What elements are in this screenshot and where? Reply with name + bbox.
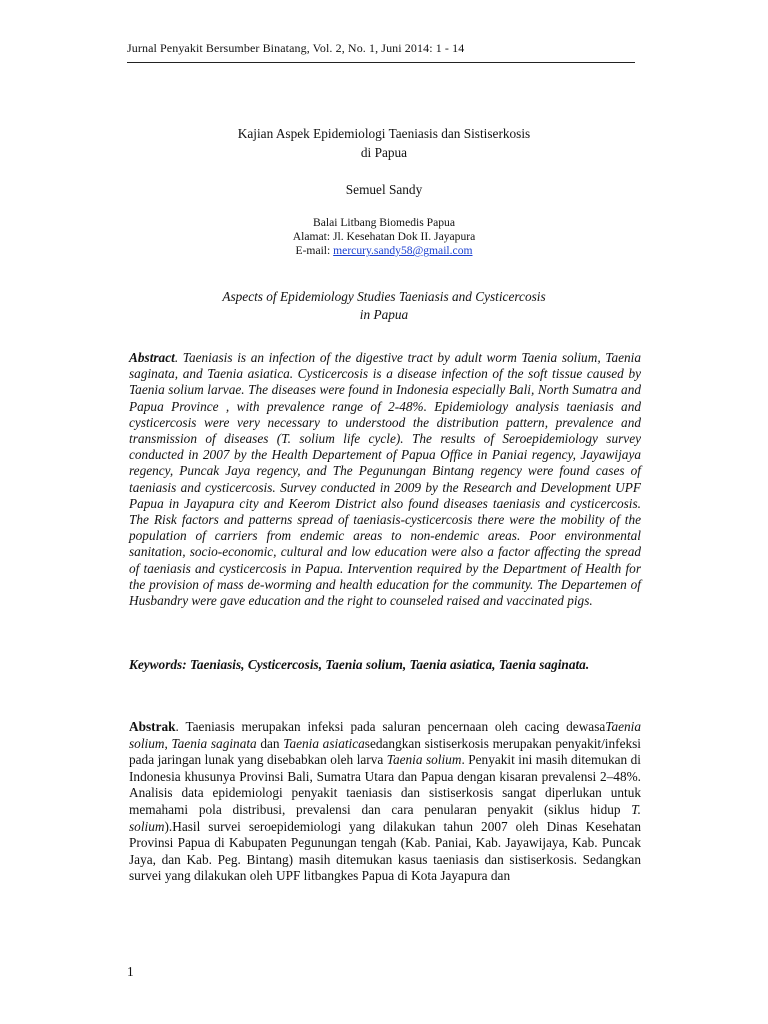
email-line [127, 244, 641, 258]
header-rule [127, 62, 635, 63]
species-taenia-solium-2: Taenia solium [386, 752, 462, 768]
abstrak-label: Abstrak [129, 719, 176, 734]
abstrak-dan: dan [256, 735, 284, 751]
keywords: Keywords: Taeniasis, Cysticercosis, Taenia solium, Taenia asiatica, Taenia saginata. [129, 657, 590, 672]
abstrak-text-2: sedangkan sistiserkosis merupakan penyakit/infeksi pada jaringan lunak yang disebabkan oleh larva [129, 735, 641, 768]
email-link[interactable]: mercury.sandy58@gmail.com [333, 244, 473, 257]
english-title-line2: in Papua [359, 307, 409, 322]
abstrak-text-1: . Taeniasis merupakan infeksi pada saluran pencernaan oleh cacing dewasa [175, 719, 606, 734]
article-title-line1: Kajian Aspek Epidemiologi Taeniasis dan Sistiserkosis [237, 126, 531, 141]
abstrak-text-4: ).Hasil survei seroepidemiologi yang dilakukan tahun 2007 oleh Dinas Kesehatan Provinsi Papua di Kabupaten Pegunungan tengah (Kab. Paniai, Kab. Jayawijaya, Kab. Puncak Jaya, dan Kab. Peg. Bintang) masih ditemukan kasus taeniasis dan sistiserkosis. Sedangkan survei yang dilakukan oleh UPF litbangkes Papua di Kota Jayapura dan [129, 818, 641, 884]
english-title-line1: Aspects of Epidemiology Studies Taeniasis and Cysticercosis [222, 289, 546, 304]
abstract-text: . Taeniasis is an infection of the digestive tract by adult worm Taenia solium, Taenia saginata, and Taenia asiatica. Cysticercosis is a disease infection of the soft tissue caused by Taenia solium larvae. The diseases were found in Indonesia especially Bali, North Sumatra and Papua Province , with prevalence range of 2-48%. Epidemiology analysis taeniasis and cysticercosis were very necessary to understood the distribution pattern, prevalence and transmission of diseases (T. solium life cycle). The results of Seroepidemiology survey conducted in 2007 by the Health Departement of Papua Office in Paniai regency, Jayawijaya regency, Puncak Jaya regency, and The Pegunungan Bintang regency were found cases of taeniasis and cysticercosis. Survey conducted in 2009 by the Research and Development UPF Papua in Jayapura city and Keerom District also found diseases taeniasis and cysticercosis. The Risk factors and patterns spread of taeniasis-cysticercosis there were the mobility of the population of carriers from endemic areas to non-endemic areas. Poor environmental sanitation, socio-economic, cultural and low education were also a factor affecting the spread of taeniasis and cysticercosis in Papua. Intervention required by the Department of Health for the provision of mass de-worming and health education for the community. The Departemen of Husbandry were gave education and the right to counseled raised and vaccinated pigs. [129, 350, 641, 609]
email-label: E-mail: [295, 244, 334, 257]
abstrak-text-3: . Penyakit ini masih ditemukan di Indonesia khusunya Provinsi Bali, Sumatra Utara dan Papua dengan kisaran prevalensi 2–48%. Analisis data epidemiologi penyakit taeniasis dan sistiserkosis sangat diperlukan untuk memahami pola distribusi, prevalensi dan cara penularan penyakit (siklus hidup [129, 752, 642, 817]
affiliation: Balai Litbang Biomedis Papua [312, 216, 455, 229]
species-taenia-solium: Taenia solium [129, 719, 641, 751]
article-title [127, 124, 641, 162]
running-header: Jurnal Penyakit Bersumber Binatang, Vol. 2, No. 1, Juni 2014: 1 - 14 [127, 41, 465, 55]
abstrak-sep-1: , [164, 735, 172, 751]
english-title [127, 288, 641, 324]
article-title-line2: di Papua [360, 145, 408, 160]
affiliation-block [127, 216, 641, 258]
species-t-solium: T. solium [129, 801, 641, 834]
author-name: Semuel Sandy [345, 182, 423, 197]
abstract-indonesian [129, 719, 641, 885]
page-number: 1 [127, 964, 134, 979]
species-taenia-saginata: Taenia saginata [171, 735, 257, 751]
abstract-english [129, 350, 641, 609]
species-taenia-asiatica: Taenia asiatica [283, 735, 365, 751]
address: Alamat: Jl. Kesehatan Dok II. Jayapura [292, 230, 476, 243]
abstract-label: Abstract [129, 350, 175, 365]
